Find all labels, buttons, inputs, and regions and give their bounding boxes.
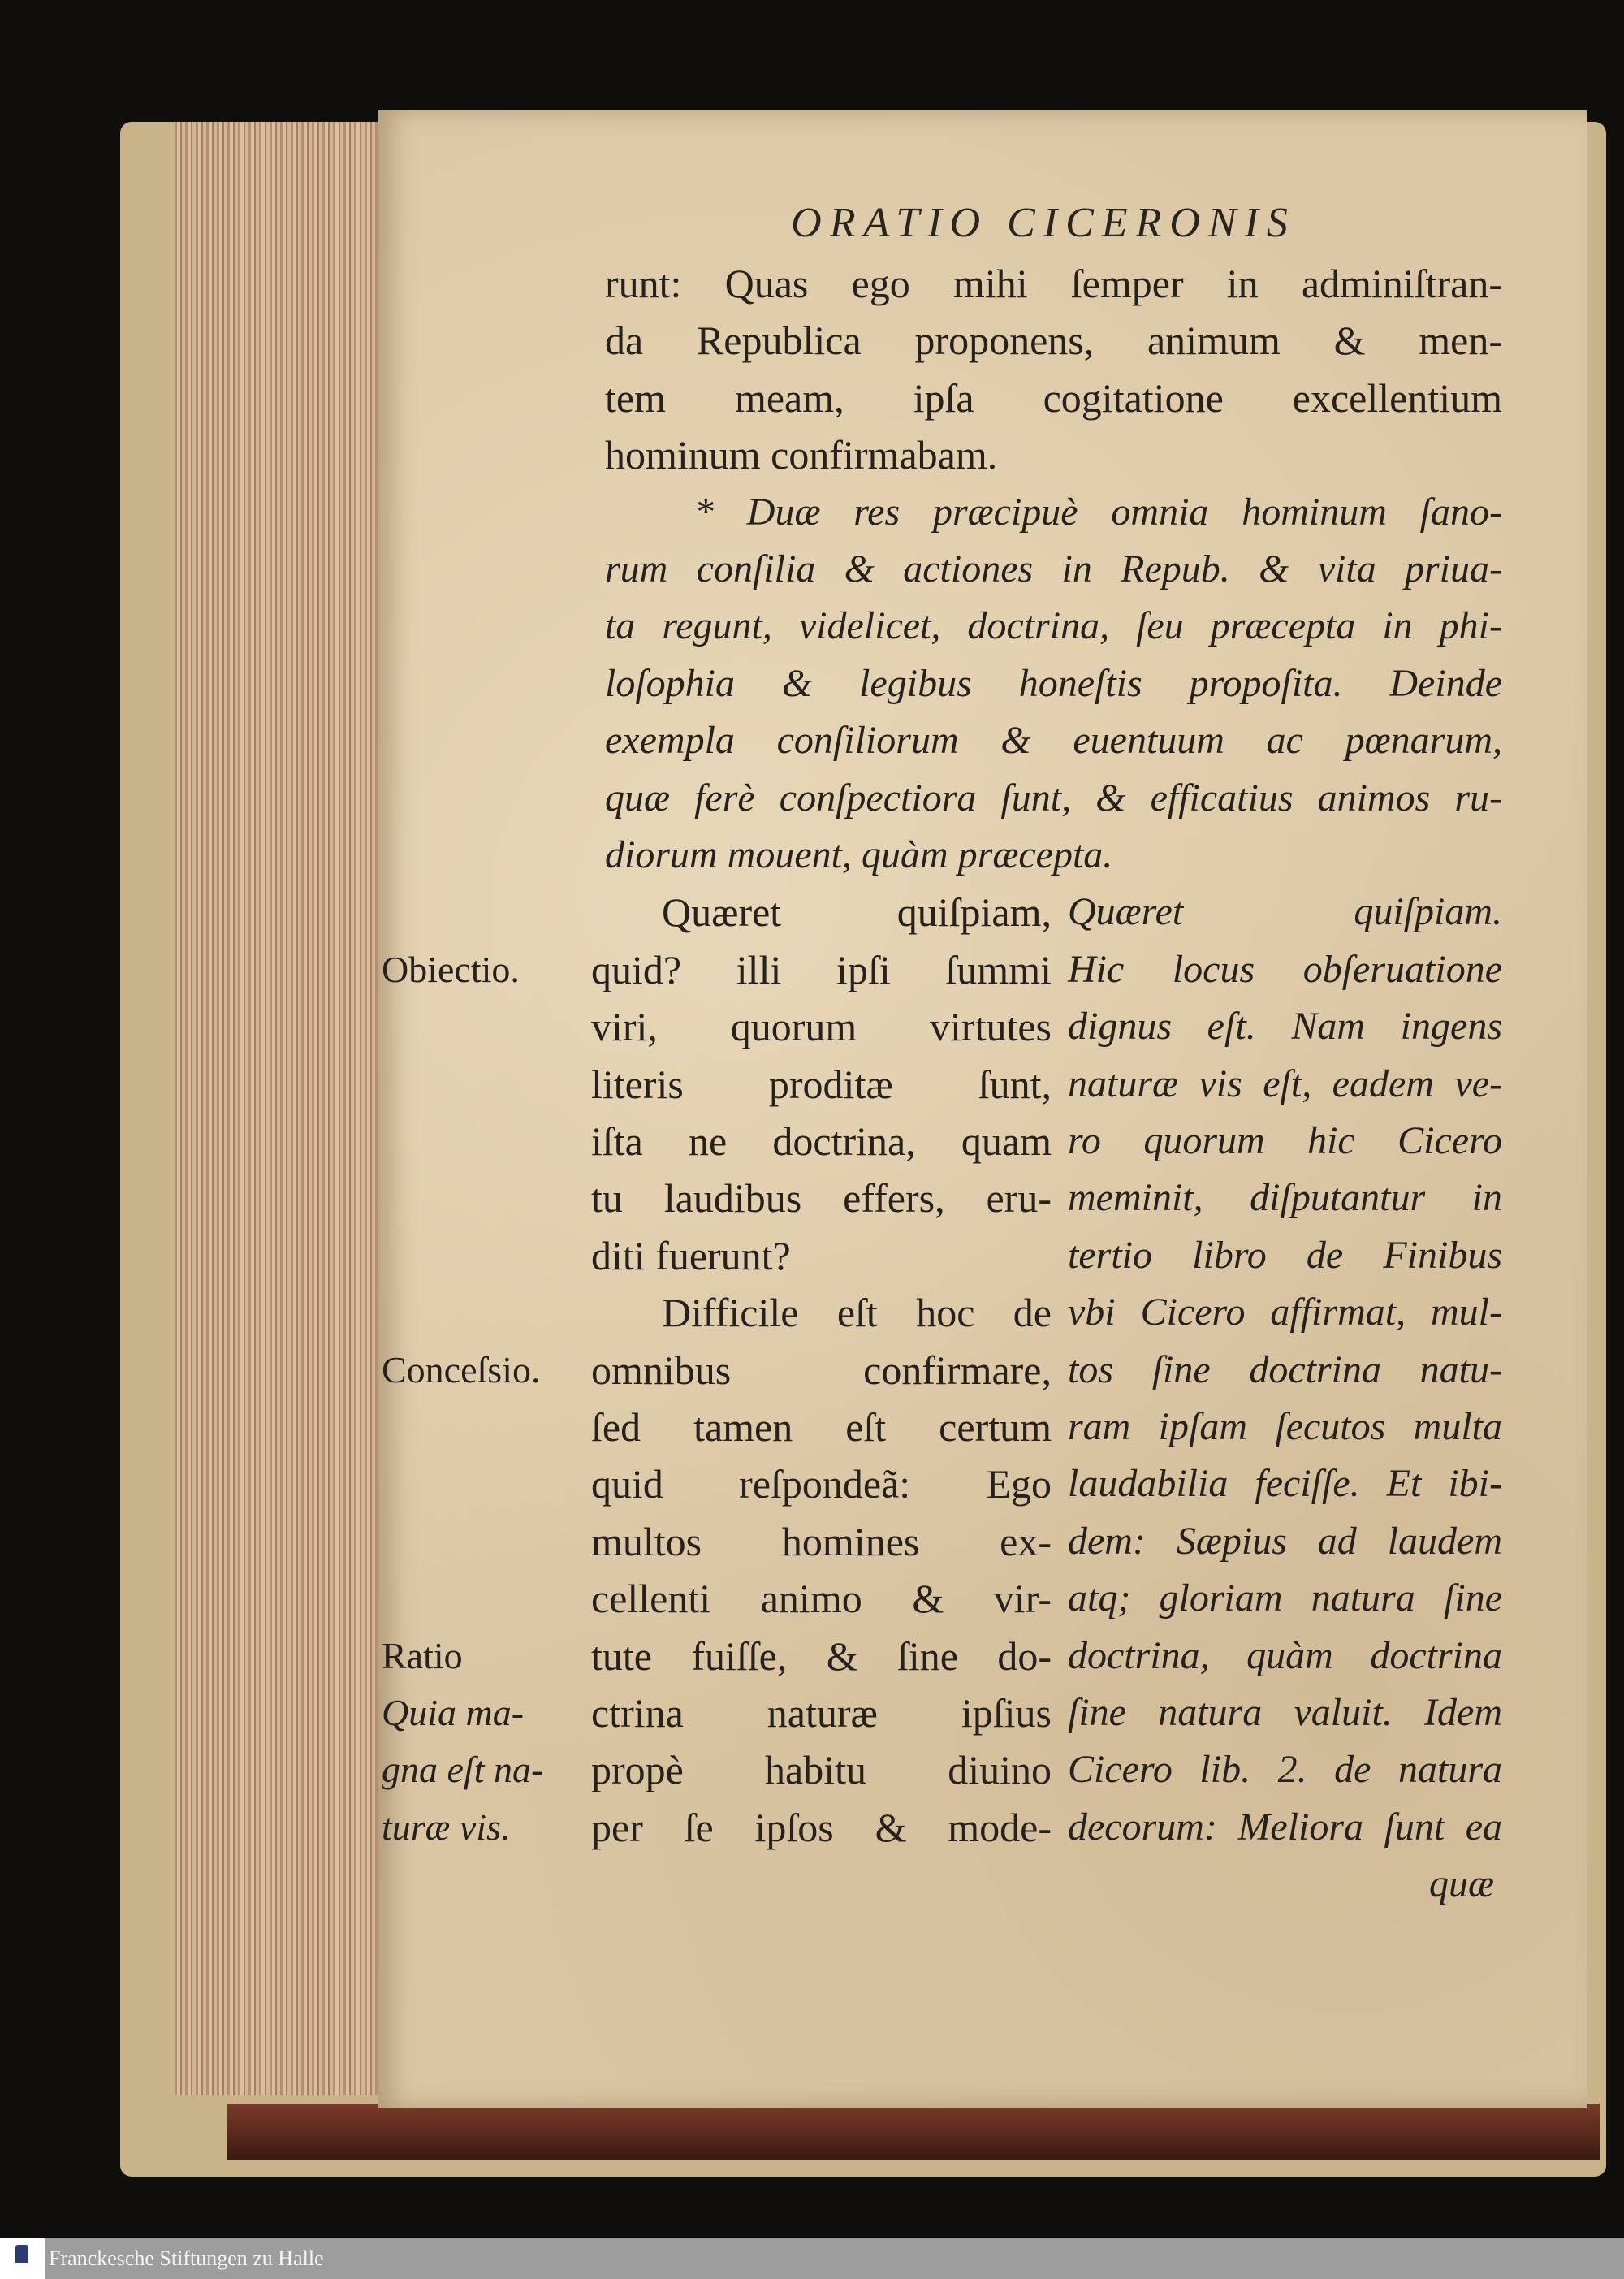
oration-line: viri, quorum virtutes — [591, 1004, 1052, 1050]
page-edges — [175, 122, 386, 2095]
commentary-line: tertio libro de Finibus — [1068, 1233, 1502, 1277]
footer-bar — [0, 2238, 1624, 2279]
oration-line: literis proditæ ſunt, — [591, 1061, 1052, 1107]
commentary-line: atq; gloriam natura ſine — [1068, 1576, 1502, 1620]
commentary-line: * Duæ res præcipuè omnia hominum ſano- — [694, 490, 1502, 534]
oration-line: omnibus confirmare, — [591, 1347, 1052, 1393]
oration-line: Quæret quiſpiam, — [662, 889, 1052, 936]
margin-note: Conceſsio. — [382, 1348, 541, 1390]
commentary-line: tos ſine doctrina natu- — [1068, 1347, 1502, 1391]
oration-line: ctrina naturæ ipſius — [591, 1690, 1052, 1736]
commentary-line: ſine natura valuit. Idem — [1068, 1691, 1502, 1734]
text-line: hominum confirmabam. — [605, 432, 998, 478]
commentary-line: dignus eſt. Nam ingens — [1068, 1005, 1502, 1049]
commentary-line: quæ ferè conſpectiora ſunt, & efficatius animos ru- — [605, 776, 1502, 819]
margin-note: Ratio — [382, 1634, 463, 1676]
institution-logo — [0, 2238, 45, 2279]
logo-figure-icon — [15, 2245, 28, 2263]
oration-line: per ſe ipſos & mode- — [591, 1804, 1052, 1850]
oration-line: quid? illi ipſi ſummi — [591, 946, 1052, 992]
commentary-line: rum conſilia & actiones in Repub. & vita priua- — [605, 547, 1502, 590]
oration-line: quid reſpondeã: Ego — [591, 1461, 1052, 1507]
commentary-line: ram ipſam ſecutos multa — [1068, 1405, 1502, 1448]
oration-line: ſed tamen eſt certum — [591, 1404, 1052, 1450]
oration-line: iſta ne doctrina, quam — [591, 1118, 1052, 1164]
oration-line: Difficile eſt hoc de — [662, 1290, 1052, 1336]
text-line: tem meam, ipſa cogitatione excellentium — [605, 374, 1502, 421]
commentary-line: meminit, diſputantur in — [1068, 1176, 1502, 1220]
commentary-line: ro quorum hic Cicero — [1068, 1119, 1502, 1162]
book-bottom-edge — [227, 2104, 1600, 2160]
commentary-line: vbi Cicero affirmat, mul- — [1068, 1291, 1502, 1334]
text-line: runt: Quas ego mihi ſemper in adminiſtran- — [605, 261, 1502, 306]
margin-note: Quia ma- — [382, 1692, 525, 1733]
running-header: ORATIO CICERONIS — [791, 200, 1296, 246]
commentary-line: doctrina, quàm doctrina — [1068, 1633, 1502, 1677]
margin-note: turæ vis. — [382, 1805, 511, 1848]
margin-note: gna eſt na- — [382, 1749, 544, 1791]
commentary-line: exempla conſiliorum & euentuum ac pœnarum, — [605, 719, 1502, 763]
commentary-line: naturæ vis eſt, eadem ve- — [1068, 1062, 1502, 1105]
oration-line: tute fuiſſe, & ſine do- — [591, 1632, 1052, 1679]
text-line: da Republica proponens, animum & men- — [605, 318, 1502, 364]
oration-line: tu laudibus effers, eru- — [591, 1175, 1052, 1222]
commentary-line: dem: Sæpius ad laudem — [1068, 1519, 1502, 1563]
commentary-line: Cicero lib. 2. de natura — [1068, 1748, 1502, 1792]
commentary-line: laudabilia feciſſe. Et ibi- — [1068, 1462, 1502, 1506]
commentary-line: decorum: Meliora ſunt ea — [1068, 1805, 1502, 1849]
oration-line: cellenti animo & vir- — [591, 1576, 1052, 1622]
oration-line: diti fuerunt? — [591, 1232, 791, 1278]
commentary-line: Hic locus obſeruatione — [1068, 947, 1502, 991]
catchword: quæ — [1429, 1862, 1495, 1905]
commentary-line: Quæret quiſpiam. — [1068, 890, 1502, 934]
oration-line: multos homines ex- — [591, 1518, 1052, 1564]
margin-note: Obiectio. — [382, 948, 520, 990]
commentary-line: ta regunt, videlicet, doctrina, ſeu præcepta in phi- — [605, 604, 1502, 648]
institution-name: Franckesche Stiftungen zu Halle — [49, 2247, 324, 2270]
commentary-line: diorum mouent, quàm præcepta. — [605, 833, 1113, 876]
commentary-line: loſophia & legibus honeſtis propoſita. Deinde — [605, 661, 1502, 705]
oration-line: propè habitu diuino — [591, 1747, 1052, 1793]
